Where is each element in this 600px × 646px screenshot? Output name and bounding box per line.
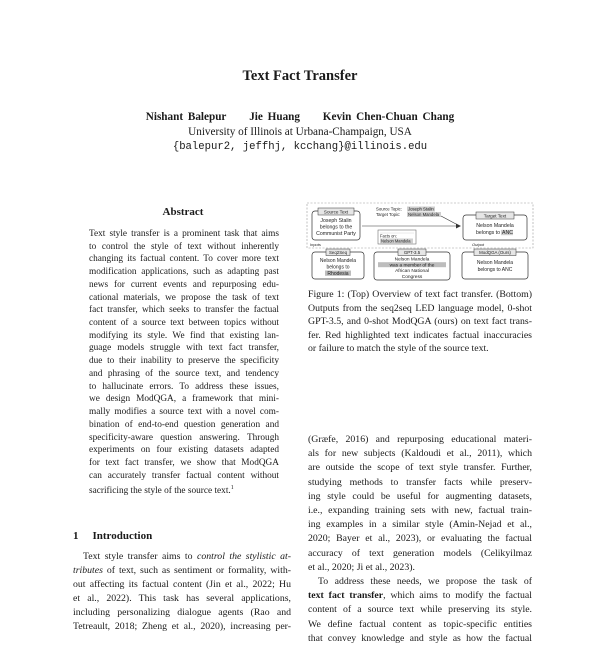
paper-title: Text Fact Transfer bbox=[242, 68, 358, 84]
author-list bbox=[0, 111, 600, 123]
target-text-line: belongs to bbox=[476, 230, 500, 236]
body-line: i.e., expanding training sets with new, factual train- bbox=[308, 505, 532, 517]
gpt-text-line: Congress bbox=[401, 274, 423, 280]
abstract-heading: Abstract bbox=[162, 206, 204, 218]
body-line: that convey knowledge and style as how the factual bbox=[308, 632, 532, 644]
affiliation: University of Illinois at Urbana-Champaign, USA bbox=[188, 126, 412, 138]
body-line: als for new subjects (Kaldoudi et al., 2011), which bbox=[308, 448, 532, 460]
abstract-line: modification applications, such as adapting past bbox=[89, 267, 279, 278]
abstract-line: experiments on four existing datasets adapted bbox=[89, 445, 279, 456]
author-name: Jie Huang bbox=[249, 111, 300, 123]
body-line: et al., 2022). This task has several applications, bbox=[73, 593, 291, 604]
abstract-line: cational materials, we propose the task of text bbox=[89, 292, 279, 303]
abstract-line: changing its factual content. To cover more text bbox=[89, 254, 279, 265]
seq2seq-text-line: Nelson Mandela bbox=[319, 258, 357, 264]
abstract-line: modifying its style. We find that existing lan- bbox=[89, 330, 279, 341]
source-topic-label: Source Topic: bbox=[376, 206, 402, 212]
abstract-last-line: sacrificing the style of the source text. bbox=[89, 486, 231, 497]
body-line: out affecting its factual content (Jin et al., 2022; Hu bbox=[73, 579, 291, 590]
arrow-head bbox=[456, 224, 461, 229]
inputs-label: Inputs bbox=[310, 242, 321, 247]
gpt-text-line: Nelson Mandela bbox=[394, 257, 430, 263]
target-text-line: Nelson Mandela bbox=[476, 223, 514, 229]
figure-1-diagram bbox=[306, 202, 534, 282]
target-topic-label: Target Topic: bbox=[376, 212, 401, 217]
body-line: studying methods to transfer facts while preserv- bbox=[308, 476, 532, 488]
abstract-line: mally modifies a source text with a novel com- bbox=[89, 407, 279, 418]
facts-on-label: Facts on: bbox=[380, 233, 397, 239]
intro-column-right bbox=[308, 433, 532, 646]
body-line: accuracy of text generation models (Celikyilmaz bbox=[308, 547, 532, 559]
source-text-line: belongs to the bbox=[319, 224, 353, 231]
abstract-line: bination of end-to-end question generation and bbox=[89, 419, 279, 430]
abstract-line: for text fact transfer, we show that ModQGA bbox=[89, 457, 279, 468]
abstract-line: fact transfer, which seeks to transfer the factual bbox=[89, 305, 279, 316]
gpt-text-line: African National bbox=[395, 269, 429, 274]
modqga-label: ModQGA (Ours) bbox=[479, 250, 511, 255]
facts-on-value: Nelson Mandela bbox=[381, 238, 411, 244]
body-text: Text style transfer aims to bbox=[83, 551, 197, 562]
abstract-line bbox=[89, 482, 279, 498]
caption-line: fer. Red highlighted text indicates factual inaccuracies bbox=[308, 329, 532, 341]
caption-line: or failure to match the style of the source text. bbox=[308, 343, 489, 355]
abstract-body bbox=[89, 228, 279, 498]
figure-1-svg bbox=[306, 202, 534, 282]
body-line: are outside the scope of text style transfer. Further, bbox=[308, 462, 532, 474]
abstract-line: Text style transfer is a prominent task that aims bbox=[89, 229, 279, 239]
body-line: including personalizing dialogue agents (Rao and bbox=[73, 607, 291, 618]
figure-1-caption bbox=[308, 288, 532, 356]
body-emphasis: tributes bbox=[73, 565, 103, 576]
target-topic-value: Nelson Mandela bbox=[408, 212, 440, 217]
section-title: Introduction bbox=[92, 530, 153, 542]
abstract-line: can accurately transfer factual content without bbox=[89, 470, 279, 481]
abstract-line: news for current events and repurposing edu- bbox=[89, 279, 279, 290]
target-text-highlight: ANC bbox=[502, 230, 513, 236]
body-line: We define factual content as topic-specific entities bbox=[308, 618, 532, 630]
body-line: To address these needs, we propose the task of bbox=[318, 576, 532, 588]
body-line: ing style could be useful for augmenting datasets, bbox=[308, 490, 532, 502]
abstract-line: guage models struggle with text fact transfer, bbox=[89, 343, 279, 354]
arrow-line bbox=[441, 216, 456, 224]
body-line: ing examples in a similar style (Amin-Nejad et al., bbox=[308, 519, 532, 531]
abstract-line: we design ModQGA, a framework that mini- bbox=[89, 394, 279, 405]
section-number: 1 bbox=[73, 530, 79, 542]
seq2seq-text-line: belongs to bbox=[326, 264, 350, 271]
caption-line: Outputs from the seq2seq LED language model, 0-shot bbox=[308, 302, 532, 314]
body-line: Tetreault, 2018; Zheng et al., 2020), increasing per- bbox=[73, 621, 291, 632]
output-label: Output bbox=[472, 242, 485, 247]
caption-line: Figure 1: (Top) Overview of text fact transfer. (Bottom) bbox=[308, 289, 532, 300]
seq2seq-highlight: Rhodesia bbox=[327, 270, 349, 277]
body-line: content of a source text while preserving its style. bbox=[308, 604, 532, 616]
gpt-text-line: was a member of the bbox=[389, 263, 435, 269]
gpt-label: GPT-3.5 bbox=[403, 250, 421, 255]
modqga-text-line: Nelson Mandela bbox=[476, 260, 514, 266]
section-heading bbox=[73, 530, 152, 542]
body-line bbox=[73, 550, 291, 564]
body-line bbox=[73, 564, 291, 578]
source-text-line: Communist Party bbox=[316, 231, 356, 237]
body-bold: text fact transfer bbox=[308, 590, 384, 602]
intro-column-left bbox=[73, 550, 291, 634]
modqga-text-line: belongs to ANC bbox=[477, 267, 513, 273]
author-name: Nishant Balepur bbox=[145, 111, 227, 123]
body-text: of text, such as sentiment or formality, with- bbox=[102, 565, 291, 576]
author-emails: {balepur2, jeffhj, kcchang}@illinois.edu bbox=[172, 141, 428, 153]
body-line: (Græfe, 2016) and repurposing educational materi- bbox=[308, 434, 532, 445]
abstract-line: due to their inability to preserve the specificity bbox=[89, 356, 279, 367]
caption-line: GPT-3.5, and 0-shot ModQGA (ours) on text fact trans- bbox=[308, 316, 532, 328]
abstract-line: and phrasing of the source text, and tendency bbox=[89, 368, 279, 379]
body-line: et al., 2020; Ji et al., 2023). bbox=[308, 561, 415, 573]
abstract-line: content of a source text between topics without bbox=[89, 318, 279, 329]
body-emphasis: control the stylistic at- bbox=[196, 551, 291, 562]
body-line bbox=[308, 589, 532, 603]
abstract-line: to control the style of text without inherently bbox=[89, 241, 279, 252]
source-text-label: Source Text bbox=[323, 209, 349, 215]
source-topic-value: Joseph Stalin bbox=[408, 206, 434, 212]
source-text-line: Joseph Stalin bbox=[320, 218, 352, 224]
abstract-line: to hallucinate errors. To address these issues, bbox=[89, 381, 279, 392]
body-text: , which aims to modify the factual bbox=[383, 590, 532, 602]
author-name: Kevin Chen-Chuan Chang bbox=[322, 111, 455, 123]
footnote-mark: 1 bbox=[230, 485, 234, 492]
body-line: 2020; Bayer et al., 2023), or evaluating the factual bbox=[308, 533, 532, 545]
abstract-line: specificity-aware question answering. Through bbox=[89, 432, 279, 443]
target-text-label: Target Text bbox=[483, 213, 507, 219]
seq2seq-label: Seq2Seq bbox=[328, 250, 348, 255]
